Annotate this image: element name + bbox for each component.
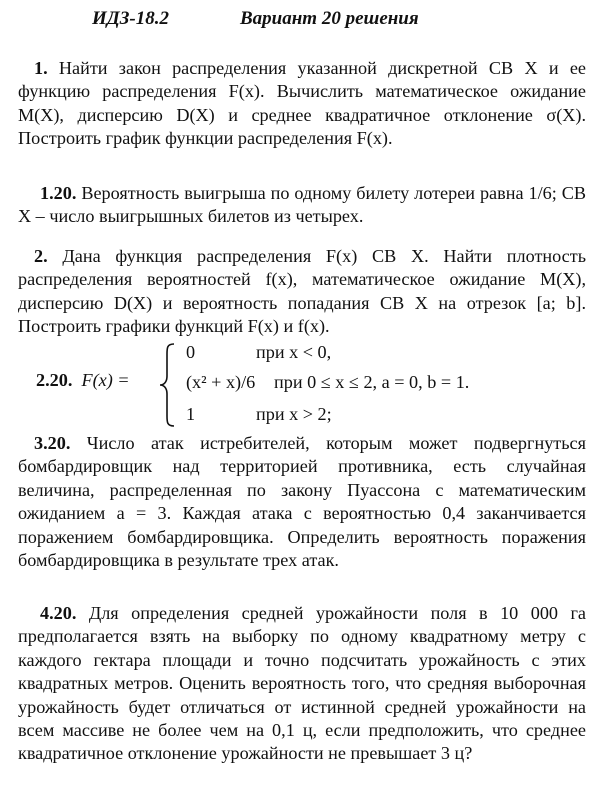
task3-variant [18,432,586,572]
task1-sub-text: Вероятность выигрыша по одному билету лотереи равна 1/6; СВ X – число выигрышных билетов из четырех. [18,183,587,227]
task1-sub-number: 1.20. [40,183,77,203]
task4-text: Для определения средней урожайности поля в 10 000 га предполагается взять на выборку по одному квадратному метру с каждого гектара площади и точно подсчитать урожайность с этих квадратных метров. Оценить вероятность того, что средняя выборочная урожайность будет отличаться от истинной средней урожайности на всем массиве не более чем на 0,1 ц, если предположить, что среднее квадратичное отклонение урожайности не превышает 3 ц? [18,603,586,764]
task2-text: Дана функция распределения F(x) СВ X. Найти плотность распределения вероятностей f(x), математическое ожидание M(X), дисперсию D(X) и вероятность попадания СВ X на отрезок [a; b]. Построить графики функций F(x) и f(x). [18,246,586,337]
task3-text: Число атак истребителей, которым может подвергнуться бомбардировщик над территорией противника, есть случайная величина, распределенная по закону Пуассона с математическим ожиданием a = 3. Каждая атака с вероятностью 0,4 заканчивается поражением бомбардировщика. Определить вероятность поражения бомбардировщика в результате трех атак. [18,433,586,571]
formula-row-1-cond: при x < 0, [256,342,332,362]
formula-label [36,370,130,391]
formula-row-3-cond: при x > 2; [256,404,332,424]
header-title-right: Вариант 20 решения [240,8,419,29]
task1-text: Найти закон распределения указанной дискретной СВ X и ее функцию распределения F(x). Вычислить математическое ожидание M(X), дисперсию D(X) и среднее квадратичное отклонение σ(X). Построить график функции распределения F(x). [18,58,587,149]
task2-sub-number: 2.20. [36,370,73,390]
task1-number: 1. [34,58,48,78]
formula-row-2-expr: (x² + x)/6 [186,372,256,392]
task4-sub-number: 4.20. [40,603,77,623]
task2-statement [18,245,586,339]
formula-row-2-cond: при 0 ≤ x ≤ 2, a = 0, b = 1. [274,372,470,392]
task2-formula [18,340,586,432]
formula-row-1-expr: 0 [186,342,196,362]
page-header [0,8,602,34]
header-title-left: ИДЗ-18.2 [92,8,170,29]
task1-variant [18,182,586,229]
task1-statement [18,57,586,151]
formula-lhs: F(x) = [81,370,130,390]
task2-number: 2. [34,246,48,266]
task4-variant [18,602,586,766]
task3-sub-number: 3.20. [34,433,71,453]
curly-brace-icon [158,342,178,428]
formula-row-3-expr: 1 [186,404,196,424]
